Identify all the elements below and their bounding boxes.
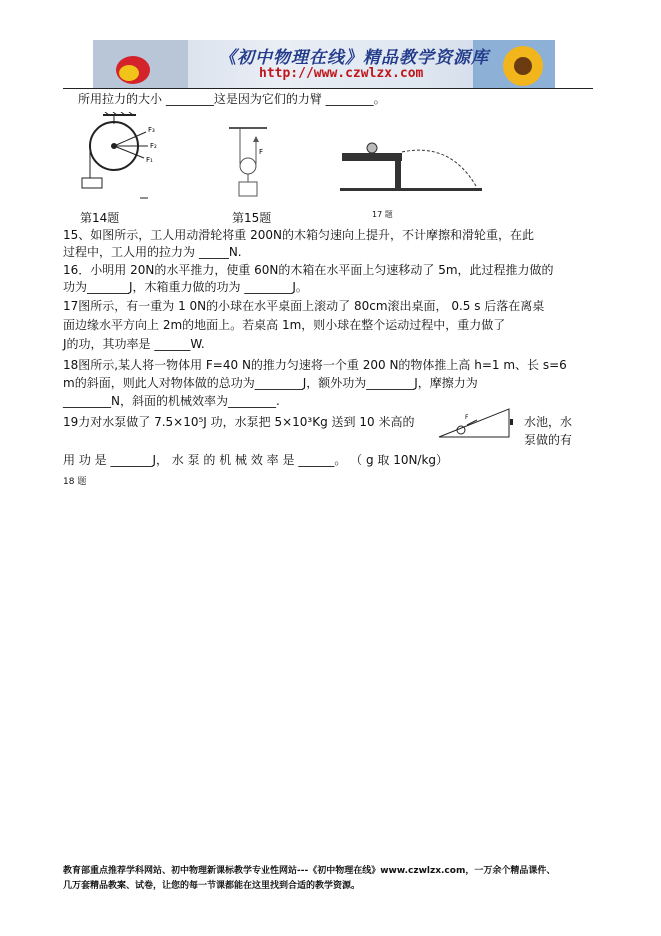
incline-force-label: F [465,414,469,421]
figure-18-incline [437,405,515,439]
figure-15-movable-pulley [225,124,275,200]
q19-line-1: 19力对水泵做了 7.5×10⁵J 功，水泵把 5×10³Kg 送到 10 米高的 [63,415,415,429]
header-rule [63,88,593,89]
q16-line-2: 功为_______J，木箱重力做的功为 ________J。 [63,280,308,294]
q15-line-1: 15、如图所示，工人用动滑轮将重 200N的木箱匀速向上提升，不计摩擦和滑轮重，在此 [63,228,534,242]
force-label-f: F [259,148,264,156]
q19-line-3: 泵做的有 [524,433,573,447]
caption-figure-14: 第14题 [80,211,120,225]
footer-line-2: 几万套精品教案、试卷，让您的每一节课都能在这里找到合适的教学资源。 [63,881,361,891]
q17-line-3: J的功，其功率是 ______W. [63,337,205,351]
q16-line-1: 16．小明用 20N的水平推力，使重 60N的木箱在水平面上匀速移动了 5m，此过程推力做的 [63,263,554,277]
figure-14-pulley [78,112,173,200]
q17-line-1: 17图所示，有一重为 1 0N的小球在水平桌面上滚动了 80cm滚出桌面， 0.5 s 后落在离桌 [63,299,545,313]
q15-line-2: 过程中，工人用的拉力为 _____N. [63,245,242,259]
q19-line-4: 用 功 是 _______J， 水 泵 的 机 械 效 率 是 ______。 （ g 取 10N/kg） [63,453,449,467]
q19-line-2: 水池，水 [524,415,573,429]
caption-figure-17: 17 题 [372,210,393,219]
q17-line-2: 面边缘水平方向上 2m的地面上。若桌高 1m，则小球在整个运动过程中，重力做了 [63,318,506,332]
q18-line-3: ________N，斜面的机械效率为________. [63,394,280,408]
force-label-f1: F₁ [146,156,153,164]
figure-17-ball-table [340,140,482,194]
text-line-0: 所用拉力的大小 ________这是因为它们的力臂 ________。 [78,92,386,106]
q18-line-2: m的斜面，则此人对物体做的总功为________J，额外功为________J，摩擦力为 [63,376,478,390]
caption-figure-15: 第15题 [232,211,272,225]
footer-line-1: 教育部重点推荐学科网站、初中物理新课标教学专业性网站---《初中物理在线》www.czwlzx.com，一万余个精品课件、 [63,866,556,876]
header-banner [93,40,555,88]
banner-url: http://www.czwlzx.com [259,66,424,81]
figure-18-caption: 18 题 [63,477,87,487]
force-label-f2: F₂ [150,142,157,150]
banner-title: 《初中物理在线》精品教学资源库 [219,48,489,68]
force-label-f3: F₃ [148,126,155,134]
q18-line-1: 18图所示,某人将一物体用 F=40 N的推力匀速将一个重 200 N的物体推上高 h=1 m、长 s=6 [63,358,567,372]
